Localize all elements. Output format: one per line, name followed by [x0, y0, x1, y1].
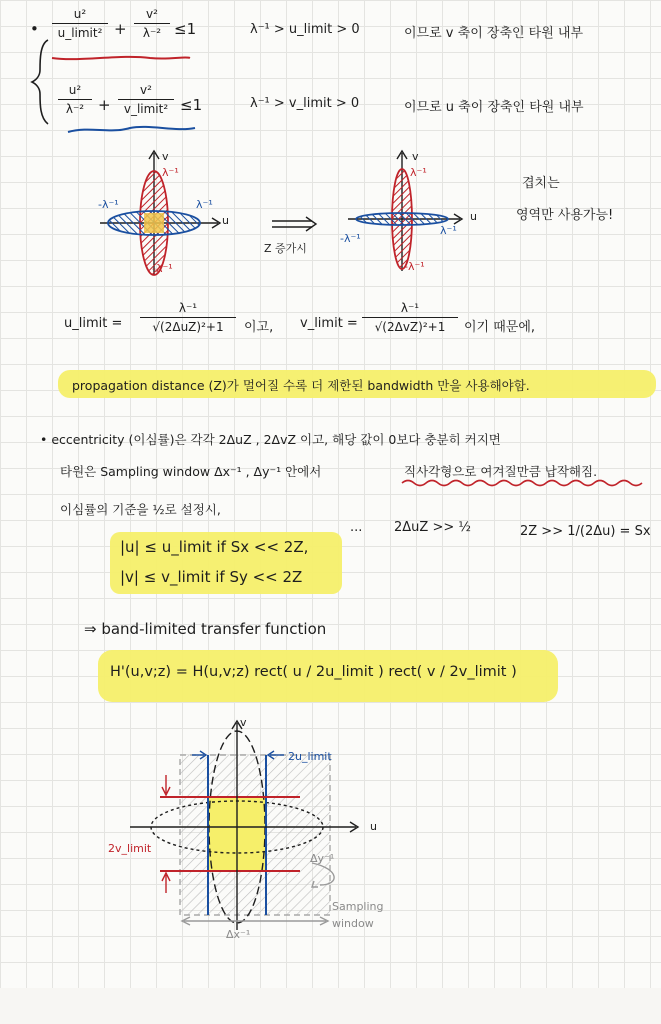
red-wavy-underline	[400, 478, 646, 488]
lambda-top-label-2: λ⁻¹	[410, 166, 427, 179]
eccentricity-line-2a: 타원은 Sampling window Δx⁻¹ , Δy⁻¹ 안에서	[60, 464, 322, 479]
u-axis-label-2: u	[470, 210, 477, 223]
relation-2: 2Z >> 1/(2Δu) = Sx	[520, 524, 651, 539]
overlap-note-2: 영역만 사용가능!	[516, 208, 614, 223]
denominator: λ⁻²	[65, 102, 85, 116]
lambda-right-label: λ⁻¹	[196, 198, 213, 211]
because-text: 이기 때문에,	[464, 320, 536, 335]
eccentricity-line-3: 이심률의 기준을 ½로 설정시,	[60, 502, 221, 517]
numerator: λ⁻¹	[178, 301, 198, 315]
relation-1: 2ΔuZ >> ½	[394, 520, 471, 535]
transfer-title: ⇒ band-limited transfer function	[84, 620, 327, 638]
ellipsis: ...	[350, 520, 363, 535]
plus-sign: +	[98, 96, 111, 114]
u-axis-label-3: u	[370, 820, 377, 833]
lambda-top-label: λ⁻¹	[162, 166, 179, 179]
propagation-note: propagation distance (Z)가 멀어질 수록 더 제한된 bandwidth 만을 사용해야함.	[72, 378, 530, 393]
vlimit-fraction	[362, 300, 458, 335]
numerator: u²	[68, 83, 82, 97]
le-one: ≤1	[180, 96, 203, 114]
lambda-left-label-2: -λ⁻¹	[340, 232, 361, 245]
denominator: √(2ΔuZ)²+1	[152, 320, 224, 334]
ulimit-fraction	[140, 300, 236, 335]
condition-text: λ⁻¹ > v_limit > 0	[250, 96, 360, 111]
delta-y-label: Δy⁻¹	[310, 852, 335, 865]
numerator: u²	[73, 7, 87, 21]
condition-u: |u| ≤ u_limit if Sx << 2Z,	[120, 538, 309, 556]
two-ulimit-label: 2u_limit	[288, 750, 332, 763]
denominator: λ⁻²	[142, 26, 162, 40]
denominator: √(2ΔvZ)²+1	[374, 320, 446, 334]
denominator: u_limit²	[57, 26, 103, 40]
note-text: 이므로 u 축이 장축인 타원 내부	[404, 100, 584, 115]
vlimit-lhs: v_limit =	[300, 316, 358, 331]
condition-v: |v| ≤ v_limit if Sy << 2Z	[120, 568, 303, 586]
eccentricity-line-2b: 직사각형으로 여겨질만큼 납작해짐.	[404, 464, 598, 479]
delta-x-label: Δx⁻¹	[226, 928, 251, 941]
u-axis-label: u	[222, 214, 229, 227]
bullet: •	[30, 20, 39, 38]
eccentricity-line-1: • eccentricity (이심률)은 각각 2ΔuZ , 2ΔvZ 이고, 해당 값이 0보다 충분히 커지면	[40, 432, 501, 447]
sampling-window-label: Sampling window	[332, 900, 384, 930]
lambda-bottom-label-2: -λ⁻¹	[404, 260, 425, 273]
lambda-bottom-label: -λ⁻¹	[152, 262, 173, 275]
lambda-left-label: -λ⁻¹	[98, 198, 119, 211]
numerator: v²	[146, 7, 158, 21]
v-axis-label: v	[162, 150, 169, 163]
brace-and-underlines	[0, 0, 661, 150]
z-increase-text: Z 증가시	[264, 242, 307, 255]
condition-text: λ⁻¹ > u_limit > 0	[250, 22, 360, 37]
two-vlimit-label: 2v_limit	[108, 842, 152, 855]
and-text: 이고,	[244, 320, 274, 335]
plus-sign: +	[114, 20, 127, 38]
overlap-note-1: 겹치는	[522, 176, 560, 191]
ulimit-lhs: u_limit =	[64, 316, 123, 331]
v-axis-label-3: v	[240, 716, 247, 729]
le-one: ≤1	[174, 20, 197, 38]
numerator: λ⁻¹	[400, 301, 420, 315]
transfer-formula: H'(u,v;z) = H(u,v;z) rect( u / 2u_limit ) rect( v / 2v_limit )	[110, 664, 517, 680]
v-axis-label-2: v	[412, 150, 419, 163]
numerator: v²	[140, 83, 152, 97]
note-text: 이므로 v 축이 장축인 타원 내부	[404, 26, 584, 41]
lambda-right-label-2: λ⁻¹	[440, 224, 457, 237]
denominator: v_limit²	[123, 102, 169, 116]
